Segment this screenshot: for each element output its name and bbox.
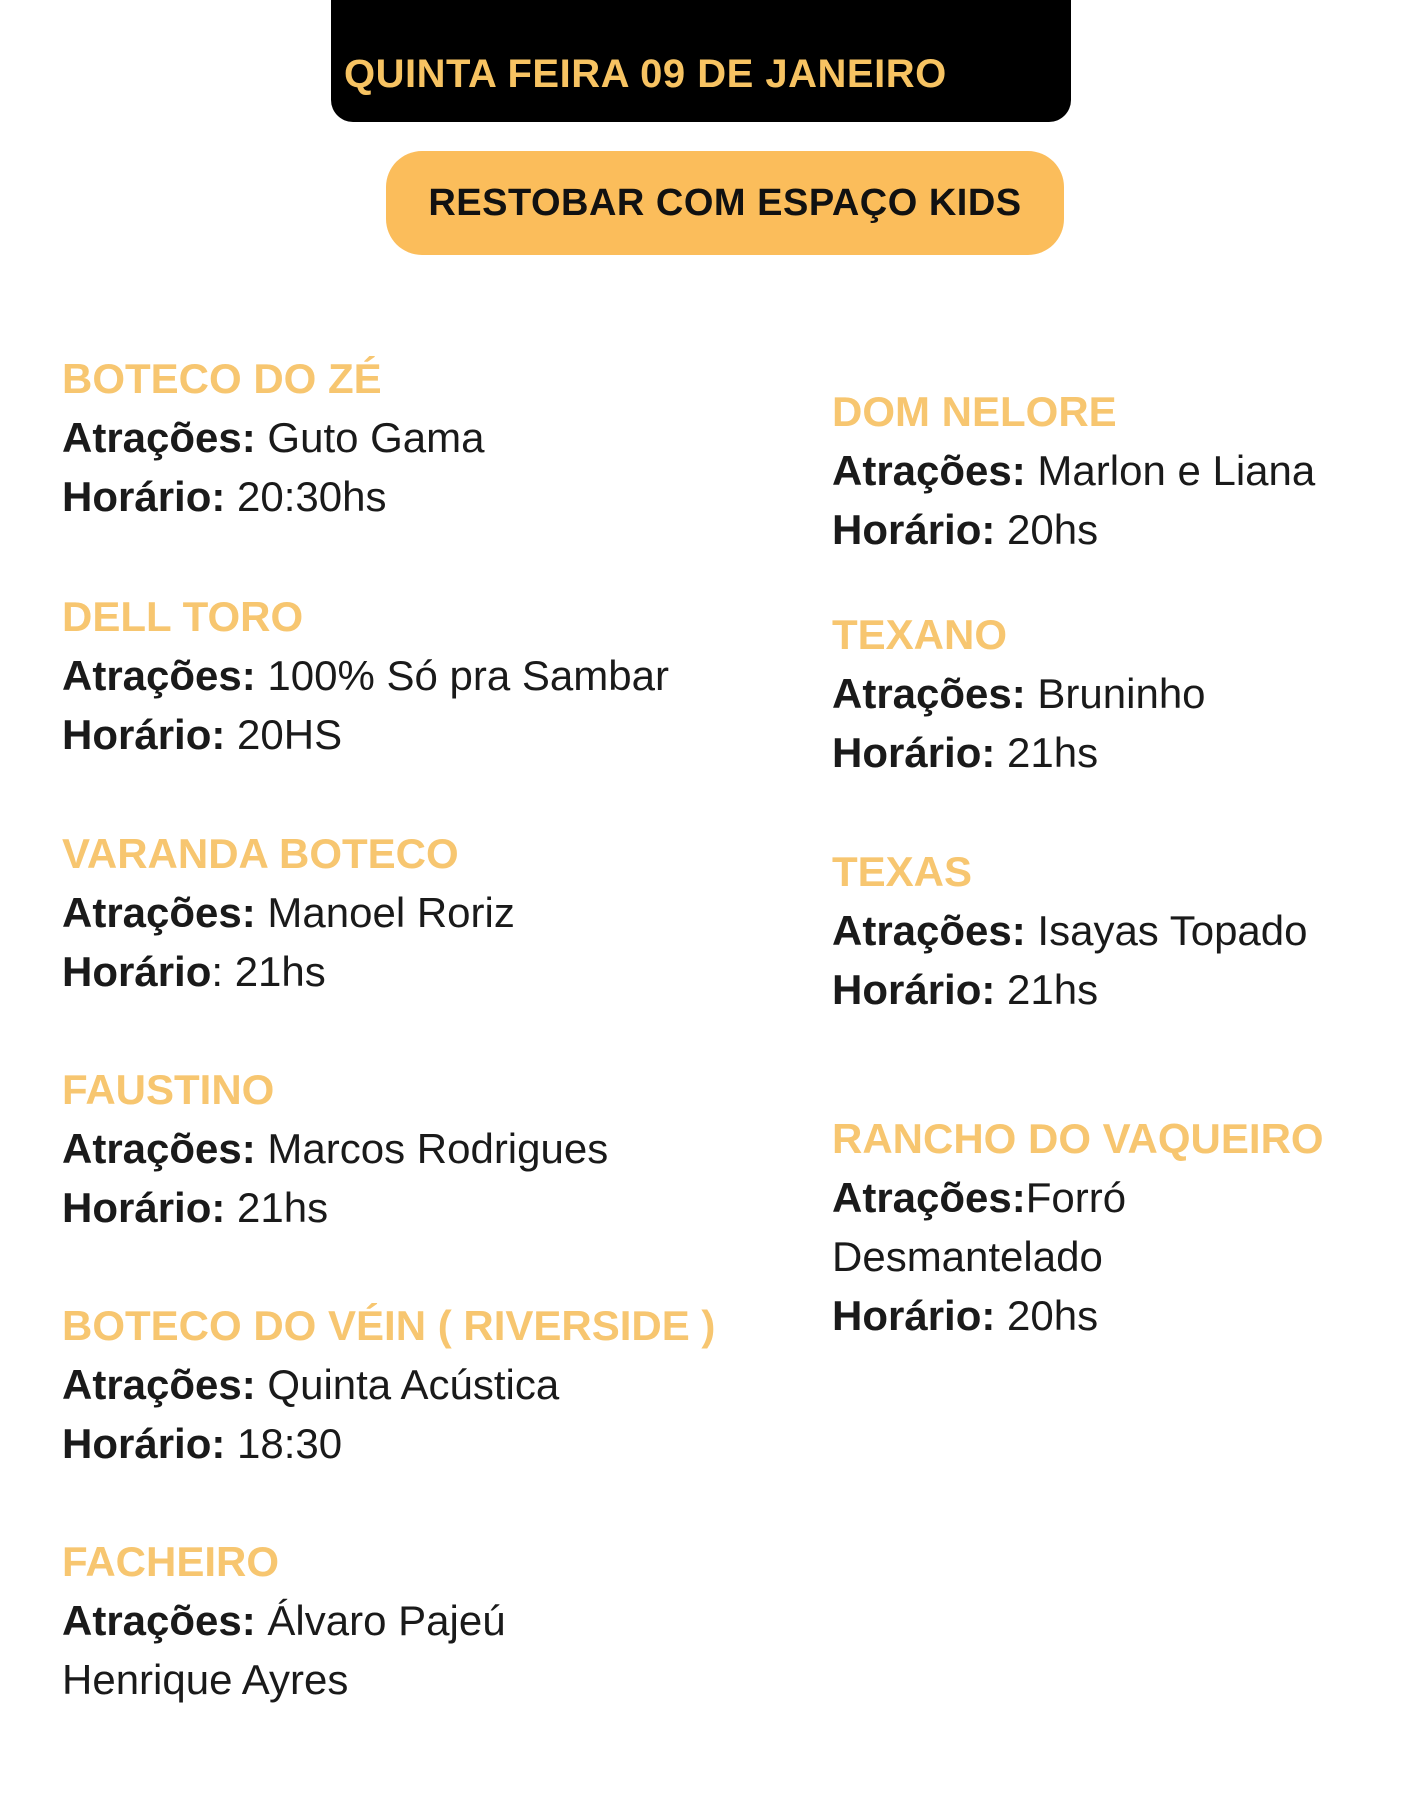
venue-faustino	[62, 1060, 702, 1237]
attractions-value: Guto Gama	[255, 414, 485, 461]
venue-facheiro	[62, 1532, 702, 1709]
attractions-line	[832, 1168, 1428, 1227]
attractions-line	[62, 883, 702, 942]
schedule-line	[62, 705, 702, 764]
venue-texano	[832, 605, 1428, 782]
schedule-label: Horário	[62, 948, 212, 995]
attractions-line	[62, 1355, 762, 1414]
attractions-value: Quinta Acústica	[255, 1361, 560, 1408]
attractions-line	[62, 646, 702, 705]
attractions-line-2: Desmantelado	[832, 1233, 1103, 1280]
attractions-line	[62, 1119, 702, 1178]
schedule-value: 21hs	[225, 1184, 329, 1231]
attractions-label: Atrações:	[62, 414, 256, 461]
schedule-value: 21hs	[995, 966, 1099, 1013]
venue-dom-nelore	[832, 382, 1428, 559]
attractions-line	[62, 1591, 702, 1650]
attractions-value: Marcos Rodrigues	[255, 1125, 609, 1172]
venue-boteco-do-vein	[62, 1296, 762, 1473]
attractions-line	[832, 664, 1428, 723]
venue-varanda-boteco	[62, 824, 702, 1001]
schedule-label: Horário:	[62, 473, 226, 520]
schedule-label: Horário:	[62, 1184, 226, 1231]
attractions-label: Atrações:	[62, 1361, 256, 1408]
schedule-line	[62, 1414, 762, 1473]
schedule-line	[62, 942, 702, 1001]
schedule-value: 20:30hs	[225, 473, 387, 520]
schedule-line	[832, 723, 1428, 782]
schedule-line	[62, 1178, 702, 1237]
schedule-value: : 21hs	[211, 948, 326, 995]
attractions-label: Atrações:	[62, 652, 256, 699]
schedule-label: Horário:	[832, 1292, 996, 1339]
subtitle-pill	[386, 151, 1064, 255]
attractions-label: Atrações:	[832, 907, 1026, 954]
schedule-value: 20hs	[995, 1292, 1099, 1339]
venue-name: TEXAS	[832, 848, 973, 895]
schedule-value: 21hs	[995, 729, 1099, 776]
venue-name: VARANDA BOTECO	[62, 830, 459, 877]
venue-texas	[832, 842, 1428, 1019]
attractions-label: Atrações:	[62, 1597, 256, 1644]
schedule-value: 20HS	[225, 711, 343, 758]
attractions-value: Marlon e Liana	[1025, 447, 1316, 494]
attractions-line-2: Henrique Ayres	[62, 1656, 349, 1703]
attractions-label: Atrações:	[62, 889, 256, 936]
attractions-value: Bruninho	[1025, 670, 1206, 717]
attractions-line	[832, 901, 1428, 960]
attractions-value: 100% Só pra Sambar	[255, 652, 669, 699]
attractions-label: Atrações:	[62, 1125, 256, 1172]
venue-name: TEXANO	[832, 611, 1008, 658]
attractions-value: Isayas Topado	[1025, 907, 1308, 954]
page-title: QUINTA FEIRA 09 DE JANEIRO	[344, 52, 947, 96]
venue-name: RANCHO DO VAQUEIRO	[832, 1115, 1324, 1162]
venue-name: FACHEIRO	[62, 1538, 280, 1585]
attractions-line	[832, 441, 1428, 500]
schedule-label: Horário:	[62, 1420, 226, 1467]
subtitle-text: RESTOBAR COM ESPAÇO KIDS	[428, 181, 1022, 224]
attractions-line	[62, 408, 702, 467]
attractions-label: Atrações:	[832, 447, 1026, 494]
venue-name: DELL TORO	[62, 593, 304, 640]
attractions-label: Atrações:	[832, 1174, 1026, 1221]
attractions-label: Atrações:	[832, 670, 1026, 717]
schedule-line	[832, 1286, 1428, 1345]
schedule-value: 18:30	[225, 1420, 343, 1467]
venue-boteco-do-ze	[62, 349, 702, 526]
venue-dell-toro	[62, 587, 702, 764]
attractions-value: Álvaro Pajeú	[255, 1597, 506, 1644]
schedule-line	[832, 960, 1428, 1019]
venue-name: BOTECO DO ZÉ	[62, 355, 382, 402]
venue-name: DOM NELORE	[832, 388, 1117, 435]
schedule-label: Horário:	[832, 506, 996, 553]
header-bar	[331, 0, 1071, 122]
schedule-label: Horário:	[832, 966, 996, 1013]
attractions-value: Forró	[1025, 1174, 1127, 1221]
schedule-label: Horário:	[62, 711, 226, 758]
schedule-line	[62, 467, 702, 526]
venue-name: FAUSTINO	[62, 1066, 275, 1113]
schedule-line	[832, 500, 1428, 559]
schedule-value: 20hs	[995, 506, 1099, 553]
venue-rancho-do-vaqueiro	[832, 1109, 1428, 1345]
venue-name: BOTECO DO VÉIN ( RIVERSIDE )	[62, 1302, 716, 1349]
attractions-value: Manoel Roriz	[255, 889, 515, 936]
schedule-label: Horário:	[832, 729, 996, 776]
